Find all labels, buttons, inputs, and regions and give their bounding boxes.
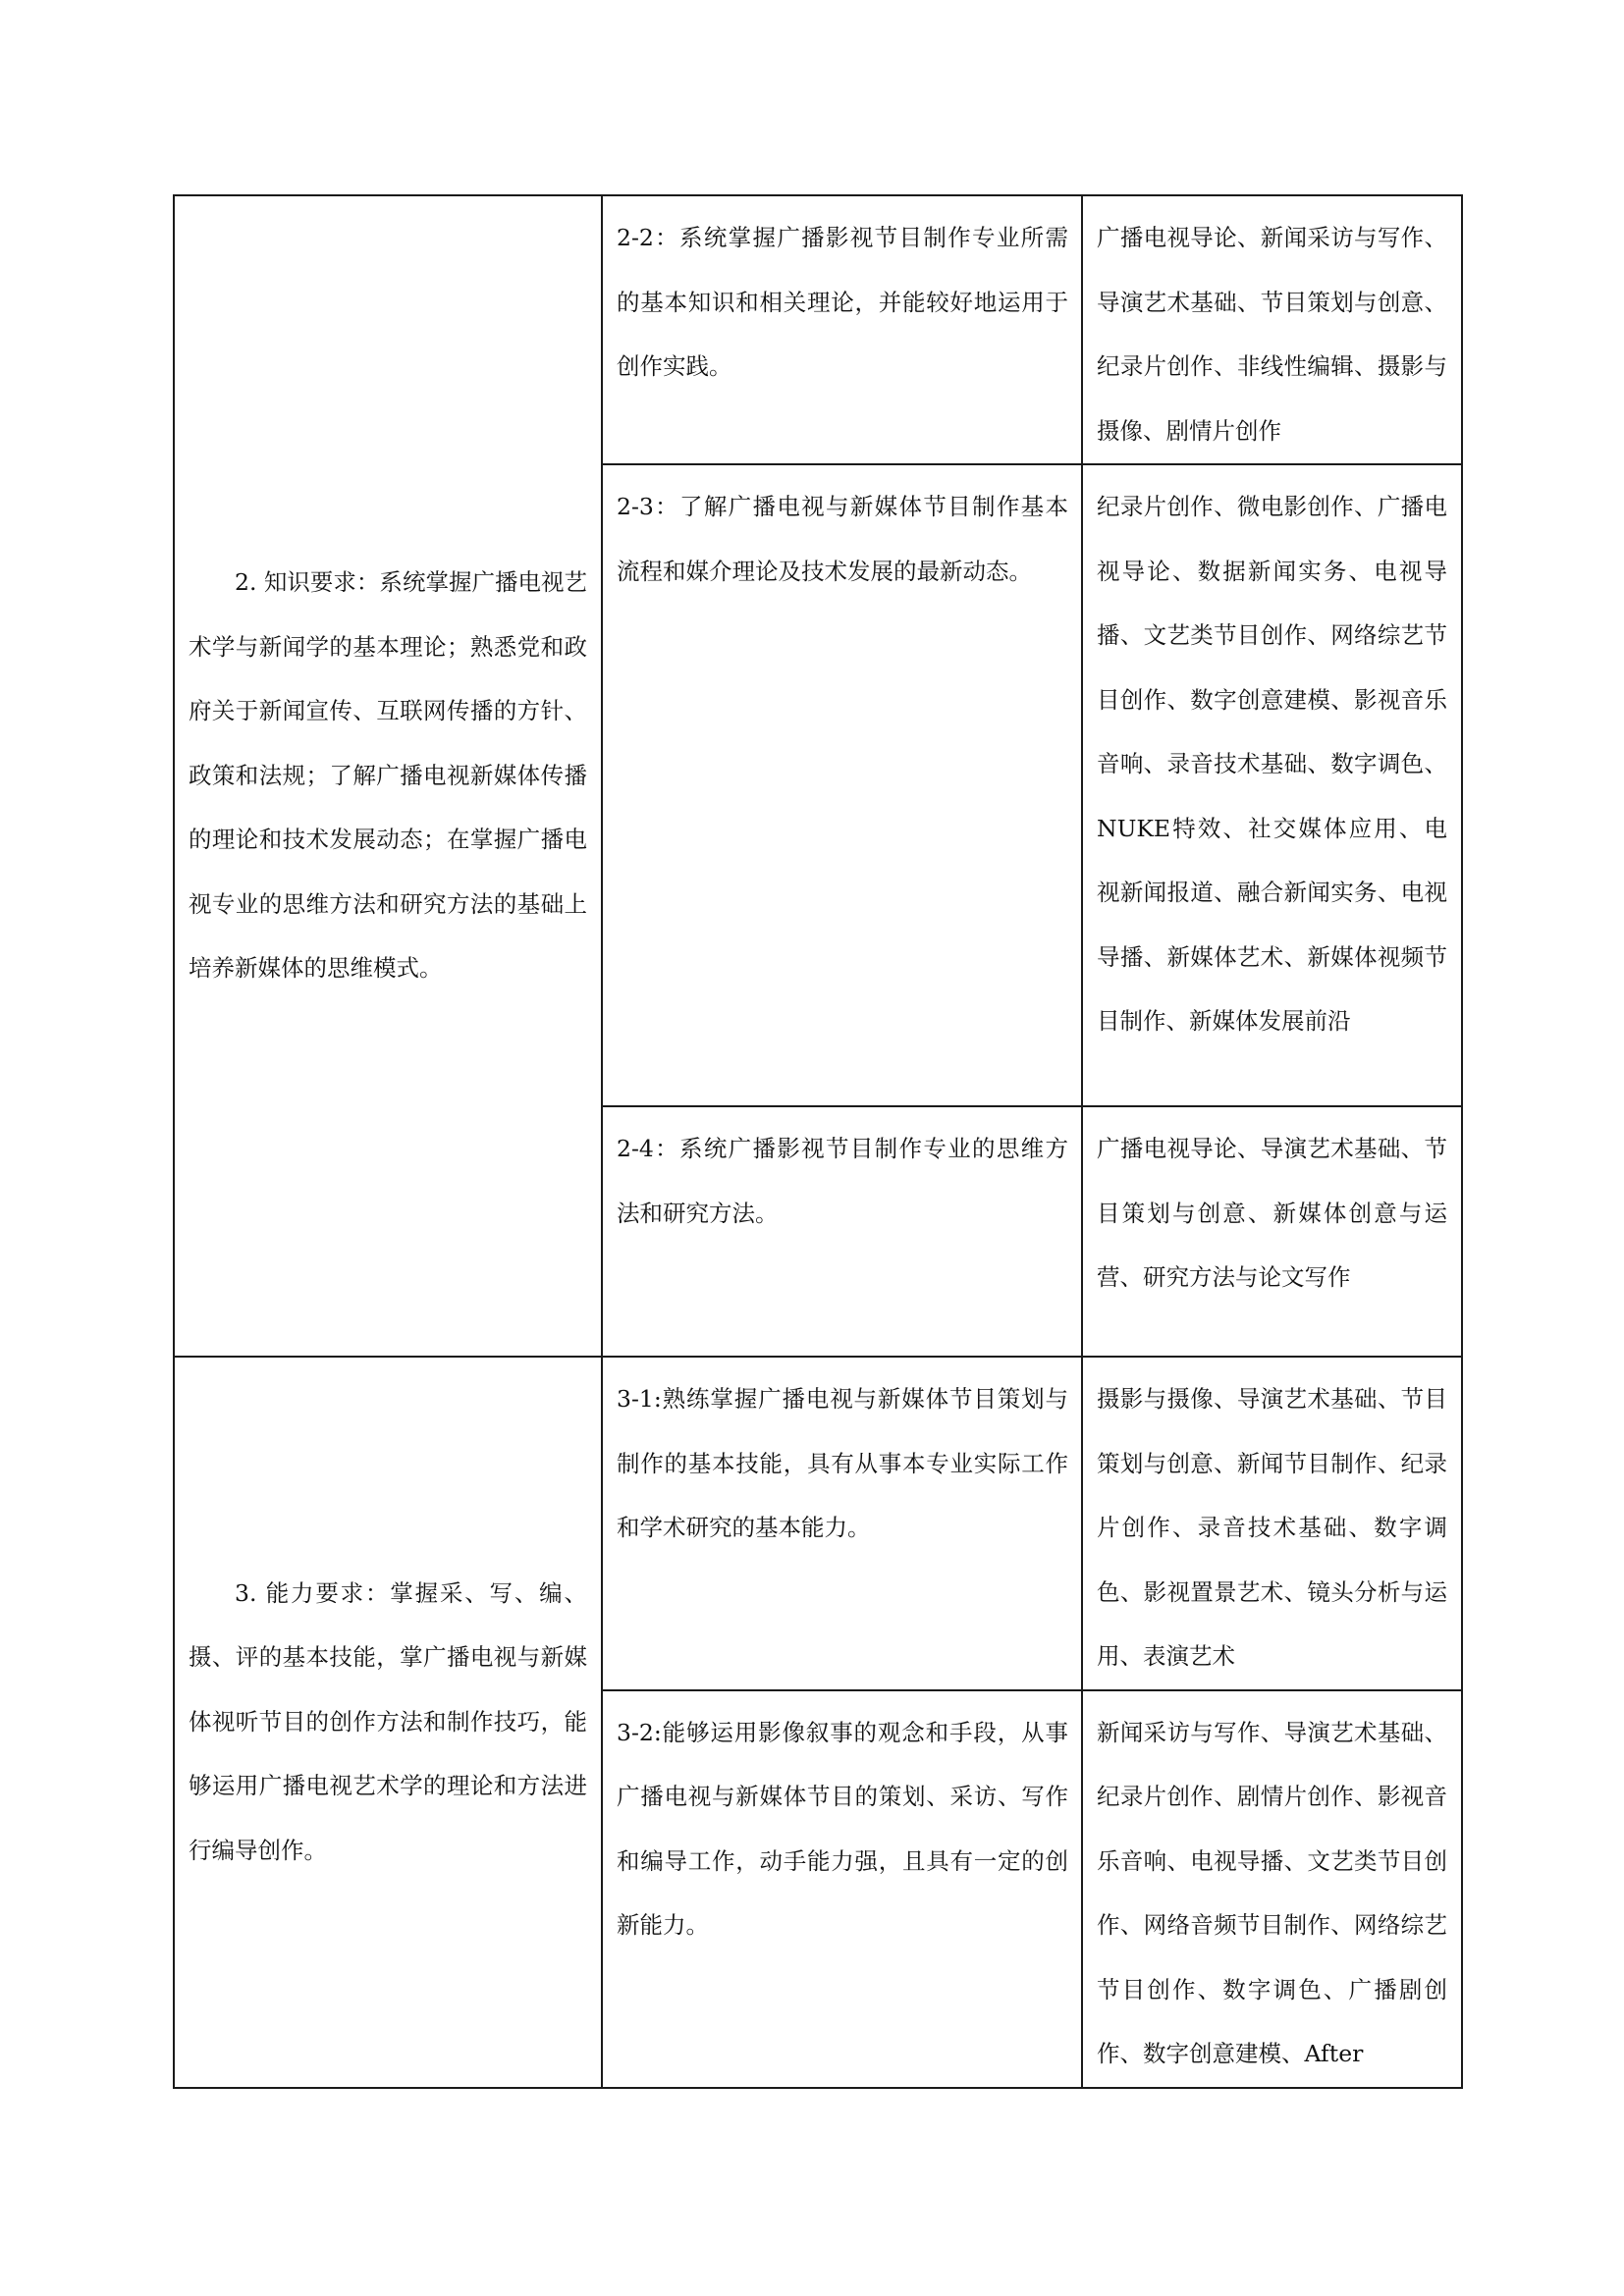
requirement-cell-ability: 3. 能力要求：掌握采、写、编、摄、评的基本技能，掌广播电视与新媒体视听节目的创作方法和制作技巧，能够运用广播电视艺术学的理论和方法进行编导创作。 bbox=[174, 1357, 602, 2088]
objective-cell-2-2: 2-2：系统掌握广播影视节目制作专业所需的基本知识和相关理论，并能较好地运用于创作实践。 bbox=[602, 195, 1082, 464]
table-row bbox=[174, 1357, 1462, 1690]
courses-cell-2-2: 广播电视导论、新闻采访与写作、导演艺术基础、节目策划与创意、纪录片创作、非线性编辑、摄影与摄像、剧情片创作 bbox=[1082, 195, 1462, 464]
objective-cell-2-4: 2-4：系统广播影视节目制作专业的思维方法和研究方法。 bbox=[602, 1106, 1082, 1357]
objective-cell-2-3: 2-3：了解广播电视与新媒体节目制作基本流程和媒介理论及技术发展的最新动态。 bbox=[602, 464, 1082, 1106]
table-row bbox=[174, 195, 1462, 464]
requirement-cell-knowledge: 2. 知识要求：系统掌握广播电视艺术学与新闻学的基本理论；熟悉党和政府关于新闻宣传、互联网传播的方针、政策和法规；了解广播电视新媒体传播的理论和技术发展动态；在掌握广播电视专业的思维方法和研究方法的基础上培养新媒体的思维模式。 bbox=[174, 195, 602, 1357]
curriculum-matrix-table bbox=[173, 194, 1463, 2089]
courses-cell-2-4: 广播电视导论、导演艺术基础、节目策划与创意、新媒体创意与运营、研究方法与论文写作 bbox=[1082, 1106, 1462, 1357]
objective-cell-3-2: 3-2:能够运用影像叙事的观念和手段，从事广播电视与新媒体节目的策划、采访、写作和编导工作，动手能力强，且具有一定的创新能力。 bbox=[602, 1690, 1082, 2088]
courses-cell-2-3: 纪录片创作、微电影创作、广播电视导论、数据新闻实务、电视导播、文艺类节目创作、网络综艺节目创作、数字创意建模、影视音乐音响、录音技术基础、数字调色、NUKE特效、社交媒体应用、电视新闻报道、融合新闻实务、电视导播、新媒体艺术、新媒体视频节目制作、新媒体发展前沿 bbox=[1082, 464, 1462, 1106]
courses-cell-3-2: 新闻采访与写作、导演艺术基础、纪录片创作、剧情片创作、影视音乐音响、电视导播、文艺类节目创作、网络音频节目制作、网络综艺节目创作、数字调色、广播剧创作、数字创意建模、After bbox=[1082, 1690, 1462, 2088]
courses-cell-3-1: 摄影与摄像、导演艺术基础、节目策划与创意、新闻节目制作、纪录片创作、录音技术基础、数字调色、影视置景艺术、镜头分析与运用、表演艺术 bbox=[1082, 1357, 1462, 1690]
objective-cell-3-1: 3-1:熟练掌握广播电视与新媒体节目策划与制作的基本技能，具有从事本专业实际工作和学术研究的基本能力。 bbox=[602, 1357, 1082, 1690]
